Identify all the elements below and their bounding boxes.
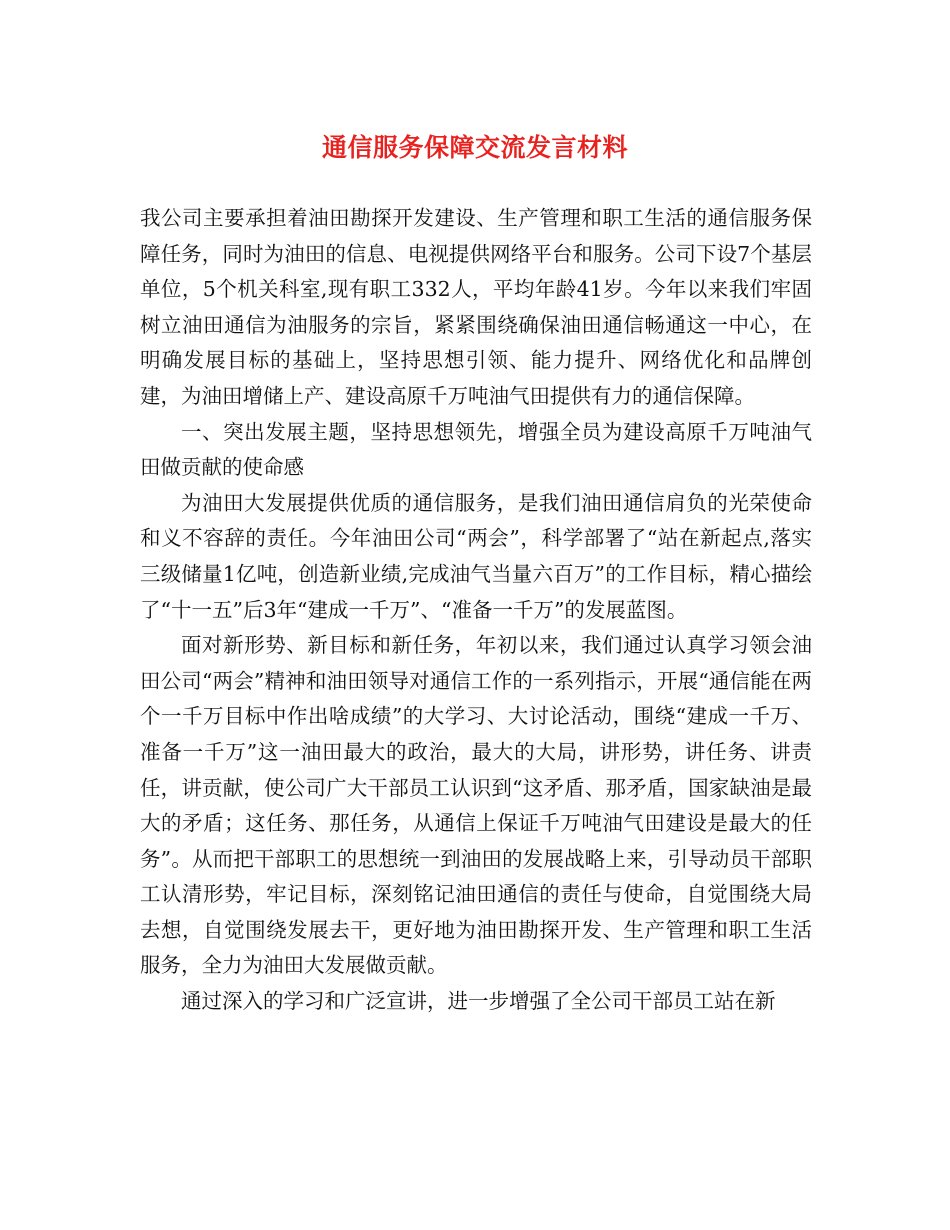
section-heading-1: 一、突出发展主题，坚持思想领先，增强全员为建设高原千万吨油气田做贡献的使命感 (140, 419, 812, 480)
intro-paragraph: 我公司主要承担着油田勘探开发建设、生产管理和职工生活的通信服务保障任务，同时为油田的信息、电视提供网络平台和服务。公司下设7个基层单位，5个机关科室,现有职工332人，平均年龄41岁。今年以来我们牢固树立油田通信为油服务的宗旨，紧紧围绕确保油田通信畅通这一中心，在明确发展目标的基础上，坚持思想引领、能力提升、网络优化和品牌创建，为油田增储上产、建设高原千万吨油气田提供有力的通信保障。 (140, 206, 812, 408)
body-paragraph: 通过深入的学习和广泛宣讲，进一步增强了全公司干部员工站在新 (181, 989, 776, 1014)
document-title: 通信服务保障交流发言材料 (321, 133, 628, 162)
document-body (140, 201, 812, 1020)
body-paragraph: 为油田大发展提供优质的通信服务，是我们油田通信肩负的光荣使命和义不容辞的责任。今年油田公司“两会”，科学部署了“站在新起点,落实三级储量1亿吨，创造新业绩,完成油气当量六百万”的工作目标，精心描绘了“十一五”后3年“建成一千万”、“准备一千万”的发展蓝图。 (140, 490, 812, 622)
body-paragraph: 面对新形势、新目标和新任务，年初以来，我们通过认真学习领会油田公司“两会”精神和油田领导对通信工作的一系列指示，开展“通信能在两个一千万目标中作出啥成绩”的大学习、大讨论活动，围绕“建成一千万、准备一千万”这一油田最大的政治，最大的大局，讲形势，讲任务、讲责任，讲贡献，使公司广大干部员工认识到“这矛盾、那矛盾，国家缺油是最大的矛盾；这任务、那任务，从通信上保证千万吨油气田建设是最大的任务”。从而把干部职工的思想统一到油田的发展战略上来，引导动员干部职工认清形势，牢记目标，深刻铭记油田通信的责任与使命，自觉围绕大局去想，自觉围绕发展去干，更好地为油田勘探开发、生产管理和职工生活服务，全力为油田大发展做贡献。 (140, 633, 812, 978)
